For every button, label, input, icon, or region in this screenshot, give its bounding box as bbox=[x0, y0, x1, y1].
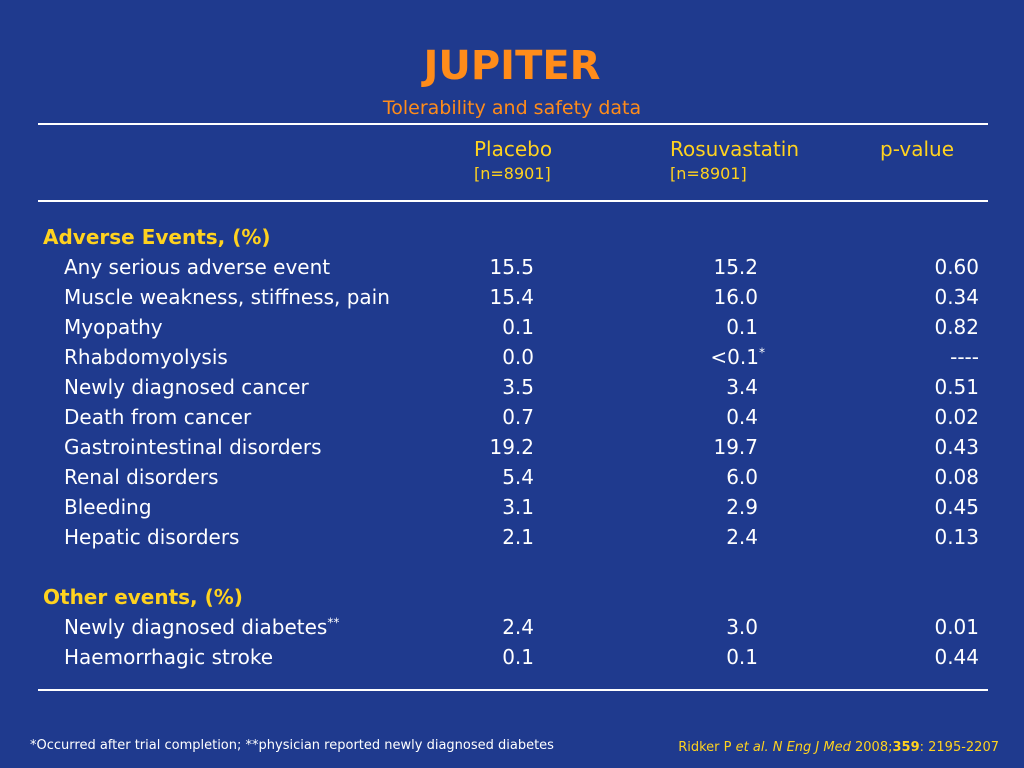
placebo-value: 2.1 bbox=[502, 525, 534, 549]
section-heading-adverse-events: Adverse Events, (%) bbox=[43, 225, 271, 249]
citation-volume: 359 bbox=[892, 740, 920, 755]
bottom-rule bbox=[38, 689, 988, 691]
citation-etal: et al. bbox=[735, 740, 769, 755]
table-row bbox=[0, 315, 1024, 345]
table-row bbox=[0, 285, 1024, 315]
row-label: Death from cancer bbox=[64, 405, 252, 429]
placebo-value: 0.7 bbox=[502, 405, 534, 429]
p-value: 0.13 bbox=[934, 525, 979, 549]
placebo-value: 5.4 bbox=[502, 465, 534, 489]
citation-authors: Ridker P bbox=[678, 740, 732, 755]
rosuvastatin-value: 3.0 bbox=[726, 615, 758, 639]
citation bbox=[678, 739, 999, 757]
table-row bbox=[0, 615, 1024, 645]
table-row bbox=[0, 345, 1024, 375]
rosuvastatin-value: 0.4 bbox=[726, 405, 758, 429]
rosuvastatin-value: 19.7 bbox=[713, 435, 758, 459]
footnote: *Occurred after trial completion; **physician reported newly diagnosed diabetes bbox=[30, 738, 554, 753]
slide-title: JUPITER bbox=[423, 43, 601, 89]
row-label: Muscle weakness, stiffness, pain bbox=[64, 285, 390, 309]
p-value: 0.82 bbox=[934, 315, 979, 339]
header-rule bbox=[38, 200, 988, 202]
row-label: Any serious adverse event bbox=[64, 255, 331, 279]
row-label: Haemorrhagic stroke bbox=[64, 645, 274, 669]
row-label: Hepatic disorders bbox=[64, 525, 240, 549]
p-value: 0.51 bbox=[934, 375, 979, 399]
table-row bbox=[0, 465, 1024, 495]
row-label: Gastrointestinal disorders bbox=[64, 435, 322, 459]
citation-year: 2008; bbox=[855, 740, 893, 755]
p-value: 0.43 bbox=[934, 435, 979, 459]
placebo-value: 2.4 bbox=[502, 615, 534, 639]
row-label: Rhabdomyolysis bbox=[64, 345, 228, 369]
slide-subtitle: Tolerability and safety data bbox=[382, 97, 642, 119]
col-header-placebo: Placebo bbox=[474, 137, 553, 161]
table-row bbox=[0, 525, 1024, 555]
p-value: 0.44 bbox=[934, 645, 979, 669]
placebo-value: 3.5 bbox=[502, 375, 534, 399]
table-row bbox=[0, 435, 1024, 465]
p-value: 0.08 bbox=[934, 465, 979, 489]
rosuvastatin-value: <0.1* bbox=[710, 345, 765, 369]
section-heading-other-events: Other events, (%) bbox=[43, 585, 243, 609]
citation-pages: : 2195-2207 bbox=[919, 740, 999, 755]
top-rule bbox=[38, 123, 988, 125]
p-value: 0.02 bbox=[934, 405, 979, 429]
footnote-mark: ** bbox=[327, 615, 340, 630]
p-value: 0.34 bbox=[934, 285, 979, 309]
p-value: ---- bbox=[950, 345, 979, 369]
row-label: Newly diagnosed diabetes** bbox=[64, 615, 340, 639]
rosuvastatin-value: 2.9 bbox=[726, 495, 758, 519]
placebo-value: 15.5 bbox=[489, 255, 534, 279]
placebo-value: 0.1 bbox=[502, 645, 534, 669]
col-n-placebo: [n=8901] bbox=[474, 164, 551, 183]
p-value: 0.01 bbox=[934, 615, 979, 639]
placebo-value: 19.2 bbox=[489, 435, 534, 459]
p-value: 0.60 bbox=[934, 255, 979, 279]
placebo-value: 3.1 bbox=[502, 495, 534, 519]
rosuvastatin-value: 2.4 bbox=[726, 525, 758, 549]
placebo-value: 0.1 bbox=[502, 315, 534, 339]
col-n-rosuvastatin: [n=8901] bbox=[670, 164, 747, 183]
rosuvastatin-value: 16.0 bbox=[713, 285, 758, 309]
row-label: Newly diagnosed cancer bbox=[64, 375, 309, 399]
rosuvastatin-value: 0.1 bbox=[726, 645, 758, 669]
rosuvastatin-value: 6.0 bbox=[726, 465, 758, 489]
rosuvastatin-value: 0.1 bbox=[726, 315, 758, 339]
table-row bbox=[0, 405, 1024, 435]
p-value: 0.45 bbox=[934, 495, 979, 519]
col-header-pvalue: p-value bbox=[880, 137, 955, 161]
citation-journal: N Eng J Med bbox=[772, 740, 851, 755]
placebo-value: 0.0 bbox=[502, 345, 534, 369]
footnote-mark: * bbox=[759, 345, 765, 360]
table-row bbox=[0, 255, 1024, 285]
placebo-value: 15.4 bbox=[489, 285, 534, 309]
table-row bbox=[0, 375, 1024, 405]
table-row bbox=[0, 495, 1024, 525]
rosuvastatin-value: 3.4 bbox=[726, 375, 758, 399]
rosuvastatin-value: 15.2 bbox=[713, 255, 758, 279]
row-label: Myopathy bbox=[64, 315, 163, 339]
row-label: Bleeding bbox=[64, 495, 152, 519]
row-label: Renal disorders bbox=[64, 465, 219, 489]
table-row bbox=[0, 645, 1024, 675]
col-header-rosuvastatin: Rosuvastatin bbox=[670, 137, 800, 161]
